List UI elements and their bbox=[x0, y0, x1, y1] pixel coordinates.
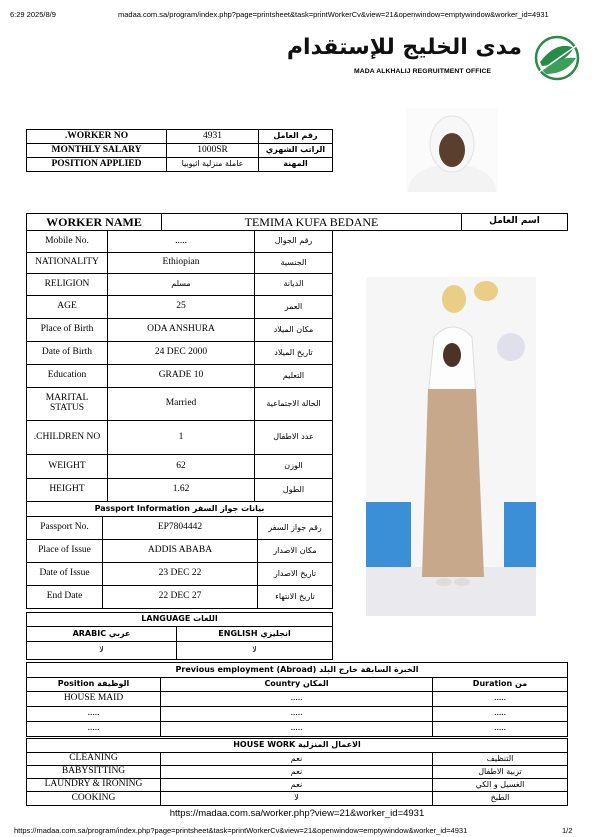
mobile-label: Mobile No. bbox=[27, 231, 108, 253]
print-header-url: madaa.com.sa/program/index.php?page=printsheet&task=printWorkerCv&view=21&openwindow=emptywindow&worker_id=4931 bbox=[118, 10, 549, 19]
print-page-number: 1/2 bbox=[562, 826, 573, 835]
passport-title: Passport Information بيانات جواز السفر bbox=[27, 502, 333, 517]
logo-english-text: MADA ALKHALIJ REGRUITMENT OFFICE bbox=[354, 68, 492, 75]
weight-label: WEIGHT bbox=[27, 455, 108, 479]
mobile-ar: رقم الجوال bbox=[255, 231, 333, 253]
cleaning-label: CLEANING bbox=[27, 753, 161, 766]
children-label: .CHILDREN NO bbox=[27, 421, 108, 455]
employment-row-3-position: ..... bbox=[27, 722, 161, 737]
cooking-label: COOKING bbox=[27, 792, 161, 806]
language-table bbox=[26, 612, 333, 660]
height-ar: الطول bbox=[255, 479, 333, 502]
babysitting-value: نعم bbox=[161, 766, 433, 779]
weight-ar: الوزن bbox=[255, 455, 333, 479]
age-value: 25 bbox=[108, 296, 255, 319]
end-date-ar: تاريخ الانتهاء bbox=[258, 586, 333, 609]
worker-name-table bbox=[26, 213, 568, 231]
employment-table bbox=[26, 662, 568, 737]
language-english-value: لا bbox=[177, 642, 333, 660]
issue-date-ar: تاريخ الاصدار bbox=[258, 563, 333, 586]
worker-full-photo bbox=[366, 277, 536, 616]
babysitting-label: BABYSITTING bbox=[27, 766, 161, 779]
passport-no-value: EP7804442 bbox=[103, 517, 258, 540]
passport-no-label: Passport No. bbox=[27, 517, 103, 540]
nationality-ar: الجنسية bbox=[255, 253, 333, 274]
position-value: عاملة منزلية اثيوبيا bbox=[167, 158, 259, 172]
passport-no-ar: رقم جواز السفر bbox=[258, 517, 333, 540]
position-ar: المهنة bbox=[259, 158, 333, 172]
cooking-value: لا bbox=[161, 792, 433, 806]
company-logo bbox=[286, 32, 586, 86]
nationality-label: NATIONALITY bbox=[27, 253, 108, 274]
age-label: AGE bbox=[27, 296, 108, 319]
logo-arabic-text: مدى الخليج للإستقدام bbox=[286, 35, 522, 60]
birthplace-ar: مكان الميلاد bbox=[255, 319, 333, 342]
employment-row-2-country: ..... bbox=[161, 707, 433, 722]
salary-label: MONTHLY SALARY bbox=[27, 144, 167, 158]
print-footer-url: https://madaa.com.sa/program/index.php?page=printsheet&task=printWorkerCv&view=21&openwindow=emptywindow&worker_id=4931 bbox=[14, 826, 468, 835]
employment-col-duration: Duration من bbox=[433, 678, 568, 692]
housework-table bbox=[26, 738, 568, 806]
language-title: LANGUAGE اللغات bbox=[27, 613, 333, 627]
language-arabic-label: ARABIC عربي bbox=[27, 627, 177, 642]
employment-row-2-duration: ..... bbox=[433, 707, 568, 722]
marital-ar: الحالة الاجتماعية bbox=[255, 388, 333, 421]
employment-col-country: Country المكان bbox=[161, 678, 433, 692]
laundry-label: LAUNDRY & IRONING bbox=[27, 779, 161, 792]
issue-place-ar: مكان الاصدار bbox=[258, 540, 333, 563]
laundry-ar: الغسيل و الكي bbox=[433, 779, 568, 792]
cleaning-value: نعم bbox=[161, 753, 433, 766]
worker-no-value: 4931 bbox=[167, 130, 259, 144]
height-value: 1.62 bbox=[108, 479, 255, 502]
issue-date-label: Date of Issue bbox=[27, 563, 103, 586]
employment-row-1-duration: ..... bbox=[433, 692, 568, 707]
housework-title: HOUSE WORK الاعمال المنزلية bbox=[27, 739, 568, 753]
employment-row-1-position: HOUSE MAID bbox=[27, 692, 161, 707]
logo-leaf-icon bbox=[534, 34, 580, 82]
height-label: HEIGHT bbox=[27, 479, 108, 502]
worker-no-ar: رقم العامل bbox=[259, 130, 333, 144]
babysitting-ar: تربية الاطفال bbox=[433, 766, 568, 779]
worker-name-label: WORKER NAME bbox=[27, 214, 162, 231]
language-english-label: ENGLISH انجليزي bbox=[177, 627, 333, 642]
children-ar: عدد الاطفال bbox=[255, 421, 333, 455]
issue-date-value: 23 DEC 22 bbox=[103, 563, 258, 586]
religion-ar: الديانة bbox=[255, 274, 333, 296]
dob-label: Date of Birth bbox=[27, 342, 108, 365]
marital-value: Married bbox=[108, 388, 255, 421]
end-date-label: End Date bbox=[27, 586, 103, 609]
employment-row-3-country: ..... bbox=[161, 722, 433, 737]
worker-no-label: .WORKER NO bbox=[27, 130, 167, 144]
employment-row-2-position: ..... bbox=[27, 707, 161, 722]
issue-place-label: Place of Issue bbox=[27, 540, 103, 563]
passport-table bbox=[26, 501, 333, 609]
marital-label: MARITAL STATUS bbox=[27, 388, 108, 421]
birthplace-value: ODA ANSHURA bbox=[108, 319, 255, 342]
laundry-value: نعم bbox=[161, 779, 433, 792]
children-value: 1 bbox=[108, 421, 255, 455]
position-label: POSITION APPLIED bbox=[27, 158, 167, 172]
employment-col-position: Position الوظيفة bbox=[27, 678, 161, 692]
religion-label: RELIGION bbox=[27, 274, 108, 296]
nationality-value: Ethiopian bbox=[108, 253, 255, 274]
salary-value: 1000SR bbox=[167, 144, 259, 158]
age-ar: العمر bbox=[255, 296, 333, 319]
worker-details-table bbox=[26, 230, 333, 502]
worker-link[interactable]: https://madaa.com.sa/worker.php?view=21&worker_id=4931 bbox=[169, 808, 425, 819]
weight-value: 62 bbox=[108, 455, 255, 479]
cleaning-ar: التنظيف bbox=[433, 753, 568, 766]
religion-value: مسلم bbox=[108, 274, 255, 296]
education-label: Education bbox=[27, 365, 108, 388]
employment-title: Previous employment (Abroad) الخبرة السابقة خارج البلد bbox=[27, 663, 568, 678]
education-ar: التعليم bbox=[255, 365, 333, 388]
education-value: GRADE 10 bbox=[108, 365, 255, 388]
issue-place-value: ADDIS ABABA bbox=[103, 540, 258, 563]
worker-name-value: TEMIMA KUFA BEDANE bbox=[162, 214, 462, 231]
employment-row-3-duration: ..... bbox=[433, 722, 568, 737]
dob-ar: تاريخ الميلاد bbox=[255, 342, 333, 365]
print-datetime: 6:29 2025/8/9 bbox=[10, 10, 56, 19]
cooking-ar: الطبخ bbox=[433, 792, 568, 806]
language-arabic-value: لا bbox=[27, 642, 177, 660]
mobile-value: ..... bbox=[108, 231, 255, 253]
worker-face-photo bbox=[406, 108, 498, 192]
worker-name-ar: اسم العامل bbox=[462, 214, 568, 231]
end-date-value: 22 DEC 27 bbox=[103, 586, 258, 609]
worker-summary-table bbox=[26, 129, 333, 172]
salary-ar: الراتب الشهري bbox=[259, 144, 333, 158]
birthplace-label: Place of Birth bbox=[27, 319, 108, 342]
dob-value: 24 DEC 2000 bbox=[108, 342, 255, 365]
employment-row-1-country: ..... bbox=[161, 692, 433, 707]
